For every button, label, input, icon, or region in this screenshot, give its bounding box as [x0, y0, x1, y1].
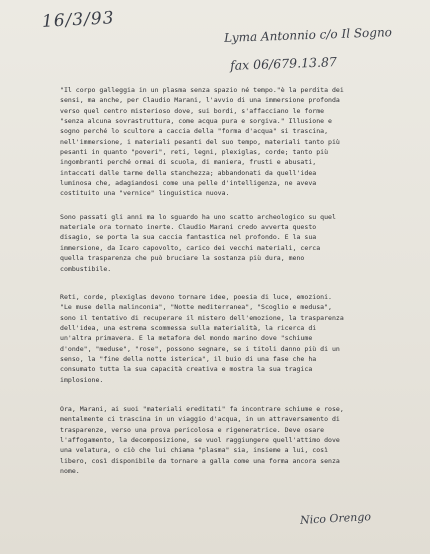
handwritten-recipient: Lyma Antonnio c/o Il Sogno — [223, 25, 393, 45]
typed-text-body — [60, 85, 388, 489]
handwritten-date: 16/3/93 — [41, 8, 116, 32]
paragraph: Sono passati gli anni ma lo sguardo ha uno scatto archeologico su quel materiale ora tornato inerte. Claudio Marani credo avverta questo disagio, se porta la sua caccia fantastica nel profondo. E la sua immersione, da Icaro capovolto, carico dei vecchi materiali, cerca quella trasparenza che può bruciare la sostanza più dura, meno combustibile. — [60, 212, 336, 273]
handwritten-signature: Nico Orengo — [299, 510, 372, 527]
paragraph: Reti, corde, plexiglas devono tornare idee, poesia di luce, emozioni. "Le muse della malinconia", "Notte mediterranea", "Scoglio e medusa", sono il tentativo di recuperare il mistero dell'emozione, la trasparenza dell'idea, una estrema scommessa sulla materialità, la ricerca di un'altra primavera. E la metafora del mondo marino dove "schiume d'onde", "meduse", "rose", possono segnare, se i titoli danno più di un senso, la "fine della notte isterica", il buio di una fase che ha consumato tutta la sua capacità creativa e mostra la sua tragica implosione. — [60, 292, 344, 384]
paragraph: Ora, Marani, ai suoi "materiali ereditati" fa incontrare schiume e rose, mentalmente ci trascina in un viaggio d'acqua, in un attraversamento di trasparenze, verso una prova pericolosa e rigeneratrice. Deve osare l'affogamento, la decomposizione, se vuol raggiungere quell'attimo dove una velatura, o ciò che lui chiama "plasma" sia, insieme a lui, così libero, così disponibile da tornare a galla come una forma ancora senza nome. — [60, 404, 344, 475]
handwritten-fax-number: fax 06/679.13.87 — [229, 54, 338, 73]
paragraph: "Il corpo galleggia in un plasma senza spazio né tempo."è la perdita dei sensi, ma anche, per Claudio Marani, l'avvio di una immersione profonda verso quel centro misterioso dove, sui bordi, s'affacciano le forme "senza alcuna sovrastruttura, come acqua pura e sorgiva." Illusione e sogno perché lo scultore a caccia della "forma d'acqua" si trascina, nell'immersione, i materiali pesanti del suo tempo, materiali tanto più pesanti in quanto "poveri", reti, legni, plexiglas, corde; tanto più ingombranti perché ormai di scuola, di maniera, frusti e abusati, intaccati dalle tarme della stanchezza; abbandonati da quell'idea luminosa che, adagiandosi come una pelle d'intelligenza, ne aveva costituito una "vernice" linguistica nuova. — [60, 86, 344, 198]
